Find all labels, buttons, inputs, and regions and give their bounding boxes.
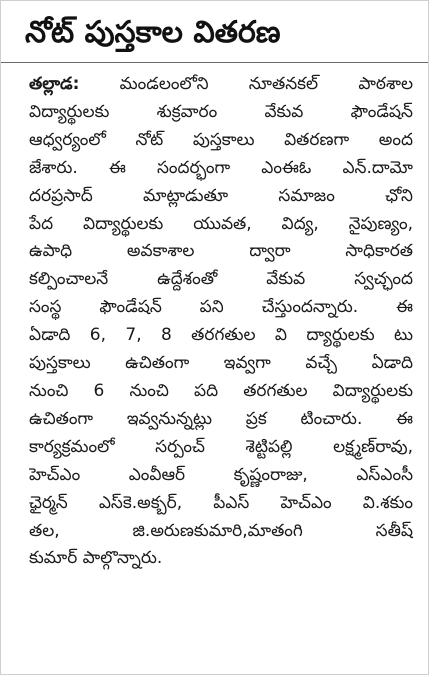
article-line: తల్లాడ: మండలంలోని నూతనకల్ పాఠశాల xyxy=(29,74,413,94)
article-line: హెచ్ఎం ఎంవీఆర్ కృష్ణంరాజు, ఎస్ఎంసీ xyxy=(29,464,413,485)
article-line: సంస్థ ఫౌండేషన్ పని చేస్తుందన్నారు. ఈ xyxy=(29,297,413,318)
headline-divider xyxy=(1,62,428,63)
article-line: పుస్తకాలు ఉచితంగా ఇవ్వగా వచ్చే ఏడాది xyxy=(29,353,413,374)
headline: నోట్ పుస్తకాల వితరణ xyxy=(25,15,281,50)
article-line: కల్పించాలనే ఉద్దేశంతో వేకువ స్వచ్ఛంద xyxy=(29,269,413,290)
article-line: ఉపాధి అవకాశాల ద్వారా సాధికారత xyxy=(29,241,413,262)
dateline: తల్లాడ: xyxy=(29,74,80,94)
article-line: ఉచితంగా ఇవ్వనున్నట్లు ప్రక టించారు. ఈ xyxy=(29,408,413,429)
article-line: కార్యక్రమంలో సర్పంచ్ శెట్టిపల్లి లక్ష్మణ్‌రావు, xyxy=(29,436,413,457)
article-line: కుమార్ పాల్గొన్నారు. xyxy=(29,548,163,569)
article-line: నుంచి 6 నుంచి పది తరగతుల విద్యార్థులకు xyxy=(29,380,413,401)
article-line: దరప్రసాద్ మాట్లాడుతూ సమాజం ఛోని xyxy=(29,185,413,206)
article-line: విద్యార్థులకు శుక్రవారం వేకువ ఫౌండేషన్ xyxy=(29,101,413,122)
article-line: తల, జి.అరుణకుమారి,మాతంగి సతీష్ xyxy=(29,520,413,541)
article-line: ఏడాది 6, 7, 8 తరగతుల వి ద్యార్థులకు టు xyxy=(29,325,413,346)
article-line: ఆధ్వర్యంలో నోట్ పుస్తకాలు వితరణగా అంద xyxy=(29,129,413,150)
article-line: ఛైర్మన్ ఎస్‌కె.అక్బర్, పీఎస్ హెచ్ఎం వి.శకుం xyxy=(29,492,413,513)
article-line: జేశారు. ఈ సందర్భంగా ఎంఈఓ ఎన్.దామో xyxy=(29,157,413,178)
article-line: పేద విద్యార్థులకు యువత, విద్య, నైపుణ్యం, xyxy=(29,213,413,234)
article-body xyxy=(29,71,413,573)
